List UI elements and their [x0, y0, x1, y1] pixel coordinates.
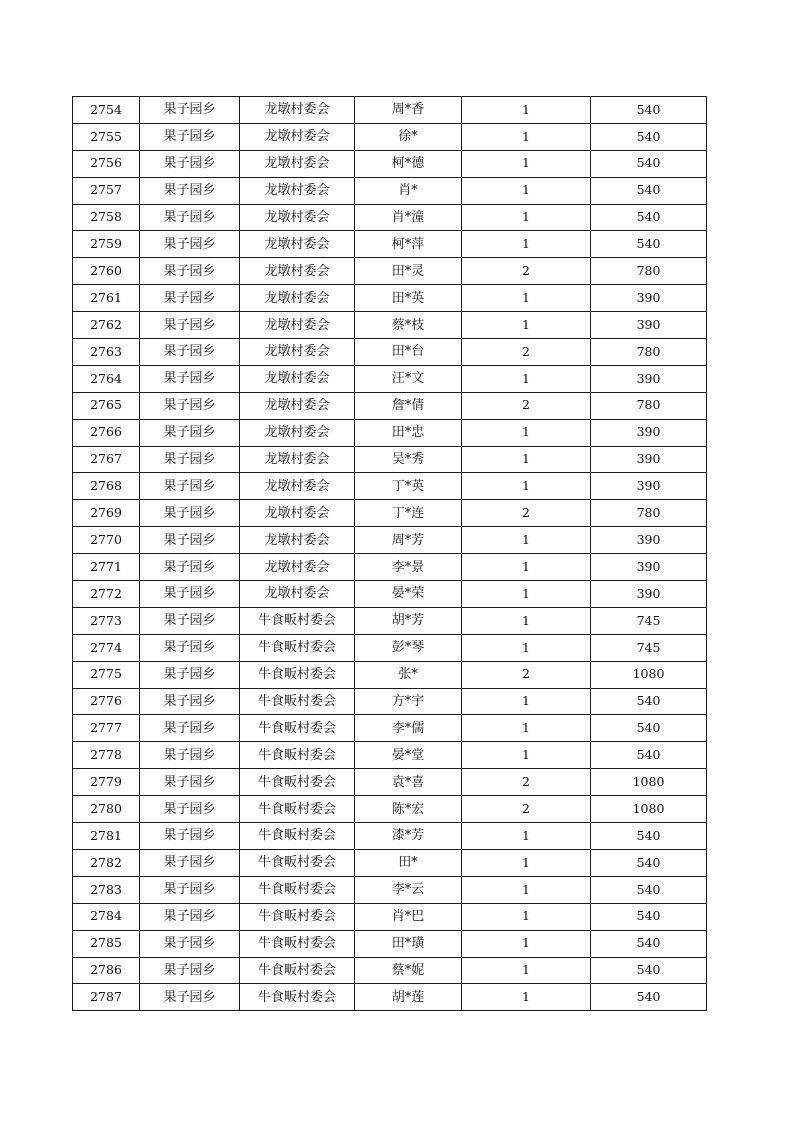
serial-number-cell: 2762 [73, 312, 140, 339]
name-cell: 蔡*枝 [355, 312, 462, 339]
township-cell: 果子园乡 [140, 742, 240, 769]
serial-number-cell: 2779 [73, 769, 140, 796]
amount-cell: 390 [591, 285, 707, 312]
table-row [73, 231, 707, 258]
village-committee-cell: 牛食畈村委会 [240, 634, 355, 661]
serial-number-cell: 2775 [73, 661, 140, 688]
village-committee-cell: 牛食畈村委会 [240, 903, 355, 930]
table-row [73, 312, 707, 339]
amount-cell: 390 [591, 419, 707, 446]
serial-number-cell: 2755 [73, 123, 140, 150]
name-cell: 田*璜 [355, 930, 462, 957]
township-cell: 果子园乡 [140, 365, 240, 392]
village-committee-cell: 龙墩村委会 [240, 312, 355, 339]
township-cell: 果子园乡 [140, 285, 240, 312]
count-cell: 1 [462, 446, 591, 473]
village-committee-cell: 龙墩村委会 [240, 419, 355, 446]
count-cell: 2 [462, 796, 591, 823]
village-committee-cell: 龙墩村委会 [240, 365, 355, 392]
township-cell: 果子园乡 [140, 258, 240, 285]
amount-cell: 540 [591, 123, 707, 150]
amount-cell: 540 [591, 984, 707, 1011]
village-committee-cell: 龙墩村委会 [240, 446, 355, 473]
township-cell: 果子园乡 [140, 97, 240, 124]
serial-number-cell: 2760 [73, 258, 140, 285]
serial-number-cell: 2761 [73, 285, 140, 312]
table-row [73, 661, 707, 688]
name-cell: 李*儒 [355, 715, 462, 742]
serial-number-cell: 2770 [73, 527, 140, 554]
count-cell: 2 [462, 392, 591, 419]
village-committee-cell: 龙墩村委会 [240, 285, 355, 312]
count-cell: 1 [462, 957, 591, 984]
table-row [73, 957, 707, 984]
table-row [73, 392, 707, 419]
amount-cell: 780 [591, 392, 707, 419]
name-cell: 李*景 [355, 554, 462, 581]
amount-cell: 1080 [591, 769, 707, 796]
count-cell: 1 [462, 123, 591, 150]
amount-cell: 540 [591, 742, 707, 769]
amount-cell: 540 [591, 876, 707, 903]
village-committee-cell: 牛食畈村委会 [240, 957, 355, 984]
amount-cell: 540 [591, 930, 707, 957]
village-committee-cell: 龙墩村委会 [240, 204, 355, 231]
name-cell: 漆*芳 [355, 823, 462, 850]
township-cell: 果子园乡 [140, 204, 240, 231]
table-row [73, 285, 707, 312]
village-committee-cell: 牛食畈村委会 [240, 715, 355, 742]
village-committee-cell: 龙墩村委会 [240, 150, 355, 177]
count-cell: 1 [462, 903, 591, 930]
village-committee-cell: 牛食畈村委会 [240, 769, 355, 796]
name-cell: 肖*巴 [355, 903, 462, 930]
township-cell: 果子园乡 [140, 796, 240, 823]
serial-number-cell: 2764 [73, 365, 140, 392]
village-committee-cell: 龙墩村委会 [240, 123, 355, 150]
village-committee-cell: 牛食畈村委会 [240, 796, 355, 823]
village-committee-cell: 龙墩村委会 [240, 581, 355, 608]
table-row [73, 581, 707, 608]
name-cell: 田*英 [355, 285, 462, 312]
count-cell: 2 [462, 339, 591, 366]
serial-number-cell: 2773 [73, 607, 140, 634]
name-cell: 田*灵 [355, 258, 462, 285]
count-cell: 1 [462, 849, 591, 876]
table-row [73, 715, 707, 742]
amount-cell: 390 [591, 446, 707, 473]
name-cell: 蔡*妮 [355, 957, 462, 984]
township-cell: 果子园乡 [140, 607, 240, 634]
name-cell: 张* [355, 661, 462, 688]
serial-number-cell: 2780 [73, 796, 140, 823]
village-committee-cell: 龙墩村委会 [240, 97, 355, 124]
amount-cell: 540 [591, 204, 707, 231]
table-row [73, 500, 707, 527]
township-cell: 果子园乡 [140, 661, 240, 688]
name-cell: 晏*荣 [355, 581, 462, 608]
serial-number-cell: 2759 [73, 231, 140, 258]
count-cell: 1 [462, 581, 591, 608]
name-cell: 周*香 [355, 97, 462, 124]
amount-cell: 745 [591, 607, 707, 634]
table-row [73, 634, 707, 661]
serial-number-cell: 2777 [73, 715, 140, 742]
township-cell: 果子园乡 [140, 473, 240, 500]
count-cell: 1 [462, 365, 591, 392]
name-cell: 田*忠 [355, 419, 462, 446]
serial-number-cell: 2768 [73, 473, 140, 500]
count-cell: 2 [462, 661, 591, 688]
name-cell: 周*芳 [355, 527, 462, 554]
table-row [73, 446, 707, 473]
amount-cell: 540 [591, 903, 707, 930]
name-cell: 彭*琴 [355, 634, 462, 661]
count-cell: 2 [462, 769, 591, 796]
amount-cell: 390 [591, 365, 707, 392]
township-cell: 果子园乡 [140, 903, 240, 930]
township-cell: 果子园乡 [140, 527, 240, 554]
table-row [73, 903, 707, 930]
table-row [73, 419, 707, 446]
township-cell: 果子园乡 [140, 634, 240, 661]
amount-cell: 540 [591, 177, 707, 204]
village-committee-cell: 牛食畈村委会 [240, 607, 355, 634]
table-row [73, 150, 707, 177]
serial-number-cell: 2756 [73, 150, 140, 177]
table-row [73, 123, 707, 150]
serial-number-cell: 2778 [73, 742, 140, 769]
count-cell: 2 [462, 500, 591, 527]
table-body [73, 97, 707, 1011]
township-cell: 果子园乡 [140, 957, 240, 984]
township-cell: 果子园乡 [140, 419, 240, 446]
table-row [73, 930, 707, 957]
table-row [73, 258, 707, 285]
village-committee-cell: 龙墩村委会 [240, 258, 355, 285]
amount-cell: 390 [591, 581, 707, 608]
table-row [73, 688, 707, 715]
serial-number-cell: 2787 [73, 984, 140, 1011]
township-cell: 果子园乡 [140, 554, 240, 581]
table-row [73, 876, 707, 903]
township-cell: 果子园乡 [140, 688, 240, 715]
village-committee-cell: 龙墩村委会 [240, 473, 355, 500]
township-cell: 果子园乡 [140, 930, 240, 957]
village-committee-cell: 龙墩村委会 [240, 177, 355, 204]
amount-cell: 390 [591, 473, 707, 500]
table-row [73, 849, 707, 876]
village-committee-cell: 龙墩村委会 [240, 231, 355, 258]
amount-cell: 540 [591, 715, 707, 742]
table-row [73, 527, 707, 554]
name-cell: 肖*潼 [355, 204, 462, 231]
count-cell: 1 [462, 419, 591, 446]
name-cell: 陈*宏 [355, 796, 462, 823]
amount-cell: 390 [591, 312, 707, 339]
township-cell: 果子园乡 [140, 823, 240, 850]
amount-cell: 540 [591, 150, 707, 177]
serial-number-cell: 2758 [73, 204, 140, 231]
name-cell: 肖* [355, 177, 462, 204]
township-cell: 果子园乡 [140, 446, 240, 473]
village-committee-cell: 龙墩村委会 [240, 554, 355, 581]
amount-cell: 540 [591, 823, 707, 850]
serial-number-cell: 2763 [73, 339, 140, 366]
table-row [73, 473, 707, 500]
table-row [73, 742, 707, 769]
amount-cell: 1080 [591, 661, 707, 688]
village-committee-cell: 牛食畈村委会 [240, 661, 355, 688]
serial-number-cell: 2772 [73, 581, 140, 608]
name-cell: 晏*堂 [355, 742, 462, 769]
township-cell: 果子园乡 [140, 123, 240, 150]
village-committee-cell: 牛食畈村委会 [240, 849, 355, 876]
name-cell: 柯*德 [355, 150, 462, 177]
serial-number-cell: 2754 [73, 97, 140, 124]
amount-cell: 1080 [591, 796, 707, 823]
name-cell: 吴*秀 [355, 446, 462, 473]
township-cell: 果子园乡 [140, 339, 240, 366]
township-cell: 果子园乡 [140, 312, 240, 339]
amount-cell: 540 [591, 97, 707, 124]
village-committee-cell: 牛食畈村委会 [240, 984, 355, 1011]
amount-cell: 540 [591, 231, 707, 258]
count-cell: 1 [462, 285, 591, 312]
serial-number-cell: 2766 [73, 419, 140, 446]
village-committee-cell: 龙墩村委会 [240, 527, 355, 554]
serial-number-cell: 2771 [73, 554, 140, 581]
table-row [73, 769, 707, 796]
name-cell: 丁*英 [355, 473, 462, 500]
name-cell: 田*台 [355, 339, 462, 366]
name-cell: 徐* [355, 123, 462, 150]
serial-number-cell: 2781 [73, 823, 140, 850]
count-cell: 1 [462, 823, 591, 850]
name-cell: 柯*萍 [355, 231, 462, 258]
count-cell: 2 [462, 258, 591, 285]
amount-cell: 780 [591, 500, 707, 527]
name-cell: 胡*莲 [355, 984, 462, 1011]
count-cell: 1 [462, 876, 591, 903]
name-cell: 詹*倩 [355, 392, 462, 419]
table-row [73, 554, 707, 581]
serial-number-cell: 2774 [73, 634, 140, 661]
count-cell: 1 [462, 688, 591, 715]
count-cell: 1 [462, 554, 591, 581]
amount-cell: 780 [591, 258, 707, 285]
township-cell: 果子园乡 [140, 984, 240, 1011]
township-cell: 果子园乡 [140, 500, 240, 527]
table-row [73, 796, 707, 823]
table-row [73, 177, 707, 204]
count-cell: 1 [462, 742, 591, 769]
count-cell: 1 [462, 231, 591, 258]
table-row [73, 365, 707, 392]
name-cell: 丁*连 [355, 500, 462, 527]
table-row [73, 204, 707, 231]
count-cell: 1 [462, 312, 591, 339]
table-row [73, 984, 707, 1011]
serial-number-cell: 2757 [73, 177, 140, 204]
name-cell: 袁*喜 [355, 769, 462, 796]
township-cell: 果子园乡 [140, 769, 240, 796]
data-table [72, 96, 707, 1011]
serial-number-cell: 2776 [73, 688, 140, 715]
amount-cell: 780 [591, 339, 707, 366]
village-committee-cell: 龙墩村委会 [240, 500, 355, 527]
name-cell: 田* [355, 849, 462, 876]
name-cell: 汪*文 [355, 365, 462, 392]
count-cell: 1 [462, 204, 591, 231]
amount-cell: 540 [591, 849, 707, 876]
village-committee-cell: 牛食畈村委会 [240, 930, 355, 957]
serial-number-cell: 2784 [73, 903, 140, 930]
count-cell: 1 [462, 607, 591, 634]
count-cell: 1 [462, 150, 591, 177]
village-committee-cell: 牛食畈村委会 [240, 742, 355, 769]
amount-cell: 390 [591, 554, 707, 581]
township-cell: 果子园乡 [140, 715, 240, 742]
serial-number-cell: 2785 [73, 930, 140, 957]
township-cell: 果子园乡 [140, 231, 240, 258]
table-row [73, 607, 707, 634]
name-cell: 胡*芳 [355, 607, 462, 634]
amount-cell: 745 [591, 634, 707, 661]
count-cell: 1 [462, 715, 591, 742]
table-row [73, 823, 707, 850]
village-committee-cell: 龙墩村委会 [240, 392, 355, 419]
count-cell: 1 [462, 634, 591, 661]
serial-number-cell: 2783 [73, 876, 140, 903]
count-cell: 1 [462, 177, 591, 204]
count-cell: 1 [462, 473, 591, 500]
village-committee-cell: 牛食畈村委会 [240, 823, 355, 850]
table-row [73, 97, 707, 124]
serial-number-cell: 2769 [73, 500, 140, 527]
village-committee-cell: 牛食畈村委会 [240, 688, 355, 715]
count-cell: 1 [462, 984, 591, 1011]
serial-number-cell: 2782 [73, 849, 140, 876]
township-cell: 果子园乡 [140, 849, 240, 876]
amount-cell: 540 [591, 688, 707, 715]
serial-number-cell: 2765 [73, 392, 140, 419]
township-cell: 果子园乡 [140, 876, 240, 903]
count-cell: 1 [462, 527, 591, 554]
name-cell: 李*云 [355, 876, 462, 903]
count-cell: 1 [462, 97, 591, 124]
township-cell: 果子园乡 [140, 581, 240, 608]
township-cell: 果子园乡 [140, 177, 240, 204]
village-committee-cell: 龙墩村委会 [240, 339, 355, 366]
amount-cell: 540 [591, 957, 707, 984]
name-cell: 方*宇 [355, 688, 462, 715]
serial-number-cell: 2786 [73, 957, 140, 984]
table-row [73, 339, 707, 366]
township-cell: 果子园乡 [140, 150, 240, 177]
village-committee-cell: 牛食畈村委会 [240, 876, 355, 903]
township-cell: 果子园乡 [140, 392, 240, 419]
amount-cell: 390 [591, 527, 707, 554]
serial-number-cell: 2767 [73, 446, 140, 473]
count-cell: 1 [462, 930, 591, 957]
